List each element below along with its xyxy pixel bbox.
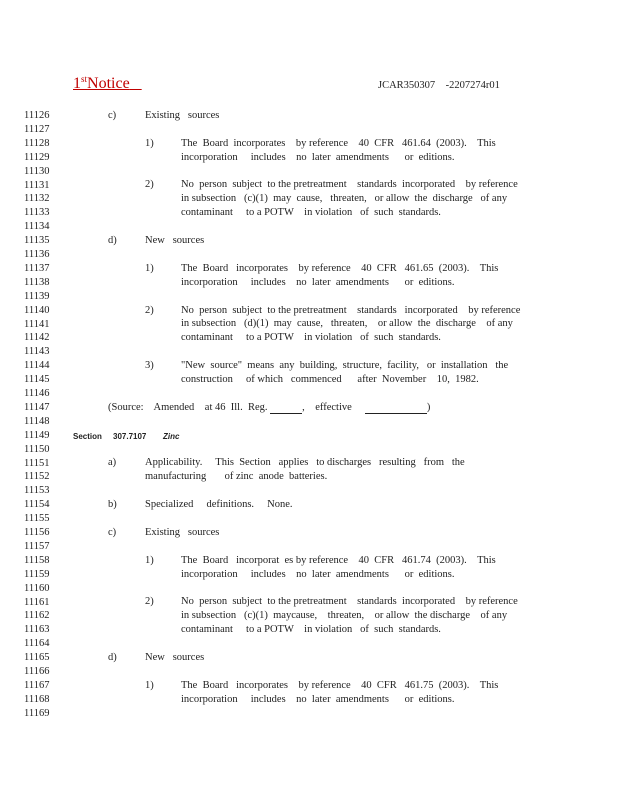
line-number: 11159 xyxy=(24,568,50,580)
line-number: 11155 xyxy=(24,513,50,525)
line-number: 11168 xyxy=(24,693,50,705)
item-number: 3) xyxy=(145,360,154,371)
paragraph-line: "New source" means any building, structure, facility, or installation the xyxy=(181,360,509,371)
line-number: 11137 xyxy=(24,262,50,274)
subsection-title: New sources xyxy=(145,235,205,246)
line-number: 11167 xyxy=(24,679,50,691)
line-number: 11149 xyxy=(24,429,50,441)
subsection-label: a) xyxy=(108,457,117,468)
notice-number: 1 xyxy=(73,75,81,92)
line-number: 11169 xyxy=(24,707,50,719)
line-number: 11133 xyxy=(24,207,50,219)
line-number: 11161 xyxy=(24,596,50,608)
paragraph-line: in subsection (c)(1) maycause, threaten, or allow the discharge of any xyxy=(181,610,508,621)
item-number: 2) xyxy=(145,305,154,316)
paragraph-line: No person subject to the pretreatment standards incorporated by reference xyxy=(181,305,521,316)
line-number: 11126 xyxy=(24,110,50,121)
item-number: 1) xyxy=(145,680,154,691)
line-number: 11139 xyxy=(24,290,50,302)
source-middle: , effective xyxy=(302,402,352,413)
paragraph-line: No person subject to the pretreatment standards incorporated by reference xyxy=(181,596,518,607)
line-number: 11140 xyxy=(24,304,50,316)
line-number: 11154 xyxy=(24,499,50,511)
line-number: 11127 xyxy=(24,123,50,135)
line-number: 11130 xyxy=(24,165,50,177)
paragraph-line: incorporation includes no later amendments or editions. xyxy=(181,277,455,288)
paragraph-line: in subsection (d)(1) may cause, threaten, or allow the discharge of any xyxy=(181,318,513,329)
line-number: 11132 xyxy=(24,193,50,205)
line-number: 11134 xyxy=(24,221,50,233)
paragraph-line: Applicability. This Section applies to discharges resulting from the xyxy=(145,457,465,468)
subsection-label: d) xyxy=(108,652,117,663)
subsection-title: Existing sources xyxy=(145,110,220,121)
item-number: 1) xyxy=(145,263,154,274)
line-number: 11163 xyxy=(24,624,50,636)
notice-heading xyxy=(73,74,142,93)
section-title: Zinc xyxy=(163,432,180,441)
reg-blank xyxy=(270,403,302,414)
effective-blank xyxy=(365,403,427,414)
paragraph-line: construction of which commenced after November 10, 1982. xyxy=(181,374,479,385)
source-end: ) xyxy=(426,402,431,413)
line-number: 11162 xyxy=(24,610,50,622)
line-number: 11136 xyxy=(24,249,50,260)
paragraph-line: in subsection (c)(1) may cause, threaten, or allow the discharge of any xyxy=(181,193,508,204)
paragraph-line: No person subject to the pretreatment standards incorporated by reference xyxy=(181,179,518,190)
paragraph-line: The Board incorporates by reference 40 CFR 461.65 (2003). This xyxy=(181,263,499,274)
section-label: Section xyxy=(73,432,102,441)
line-number: 11150 xyxy=(24,443,50,455)
paragraph-line: manufacturing of zinc anode batteries. xyxy=(145,471,328,482)
line-number: 11147 xyxy=(24,401,50,413)
line-number: 11141 xyxy=(24,318,50,330)
item-number: 1) xyxy=(145,138,154,149)
notice-suffix: st xyxy=(81,74,88,84)
item-number: 2) xyxy=(145,596,154,607)
line-number: 11151 xyxy=(24,457,50,469)
document-id: JCAR350307 -2207274r01 xyxy=(378,80,500,91)
section-number: 307.7107 xyxy=(113,432,147,441)
paragraph-line: The Board incorporates by reference 40 CFR 461.75 (2003). This xyxy=(181,680,499,691)
line-number: 11145 xyxy=(24,374,50,386)
line-number: 11164 xyxy=(24,638,50,650)
source-note xyxy=(108,402,430,414)
subsection-title: Existing sources xyxy=(145,527,220,538)
line-number: 11143 xyxy=(24,346,50,358)
paragraph-line: contaminant to a POTW in violation of such standards. xyxy=(181,207,441,218)
line-number: 11144 xyxy=(24,360,50,372)
item-number: 2) xyxy=(145,179,154,190)
paragraph-line: The Board incorporat es by reference 40 CFR 461.74 (2003). This xyxy=(181,555,496,566)
subsection-label: c) xyxy=(108,110,117,121)
line-number: 11131 xyxy=(24,179,50,191)
item-number: 1) xyxy=(145,555,154,566)
line-number: 11160 xyxy=(24,582,50,594)
line-number: 11142 xyxy=(24,332,50,344)
subsection-label: c) xyxy=(108,527,117,538)
line-number: 11165 xyxy=(24,652,50,664)
paragraph-line: incorporation includes no later amendments or editions. xyxy=(181,694,455,705)
paragraph-line: incorporation includes no later amendments or editions. xyxy=(181,152,455,163)
line-number: 11156 xyxy=(24,527,50,538)
notice-word: Notice xyxy=(87,75,130,92)
line-number: 11153 xyxy=(24,485,50,497)
line-number: 11157 xyxy=(24,540,50,552)
paragraph-line: contaminant to a POTW in violation of such standards. xyxy=(181,332,441,343)
paragraph-line: The Board incorporates by reference 40 CFR 461.64 (2003). This xyxy=(181,138,496,149)
line-number: 11135 xyxy=(24,235,50,247)
paragraph-line: incorporation includes no later amendments or editions. xyxy=(181,569,455,580)
subsection-title: New sources xyxy=(145,652,205,663)
subsection-label: d) xyxy=(108,235,117,246)
source-prefix: (Source: Amended at 46 Ill. Reg. xyxy=(108,402,268,413)
line-number: 11152 xyxy=(24,471,50,483)
line-number: 11128 xyxy=(24,137,50,149)
line-number: 11166 xyxy=(24,666,50,677)
line-number: 11146 xyxy=(24,388,50,399)
paragraph-line: Specialized definitions. None. xyxy=(145,499,293,510)
line-number: 11138 xyxy=(24,276,50,288)
line-number: 11158 xyxy=(24,554,50,566)
subsection-label: b) xyxy=(108,499,117,510)
line-number: 11148 xyxy=(24,415,50,427)
line-number: 11129 xyxy=(24,151,50,163)
paragraph-line: contaminant to a POTW in violation of such standards. xyxy=(181,624,441,635)
